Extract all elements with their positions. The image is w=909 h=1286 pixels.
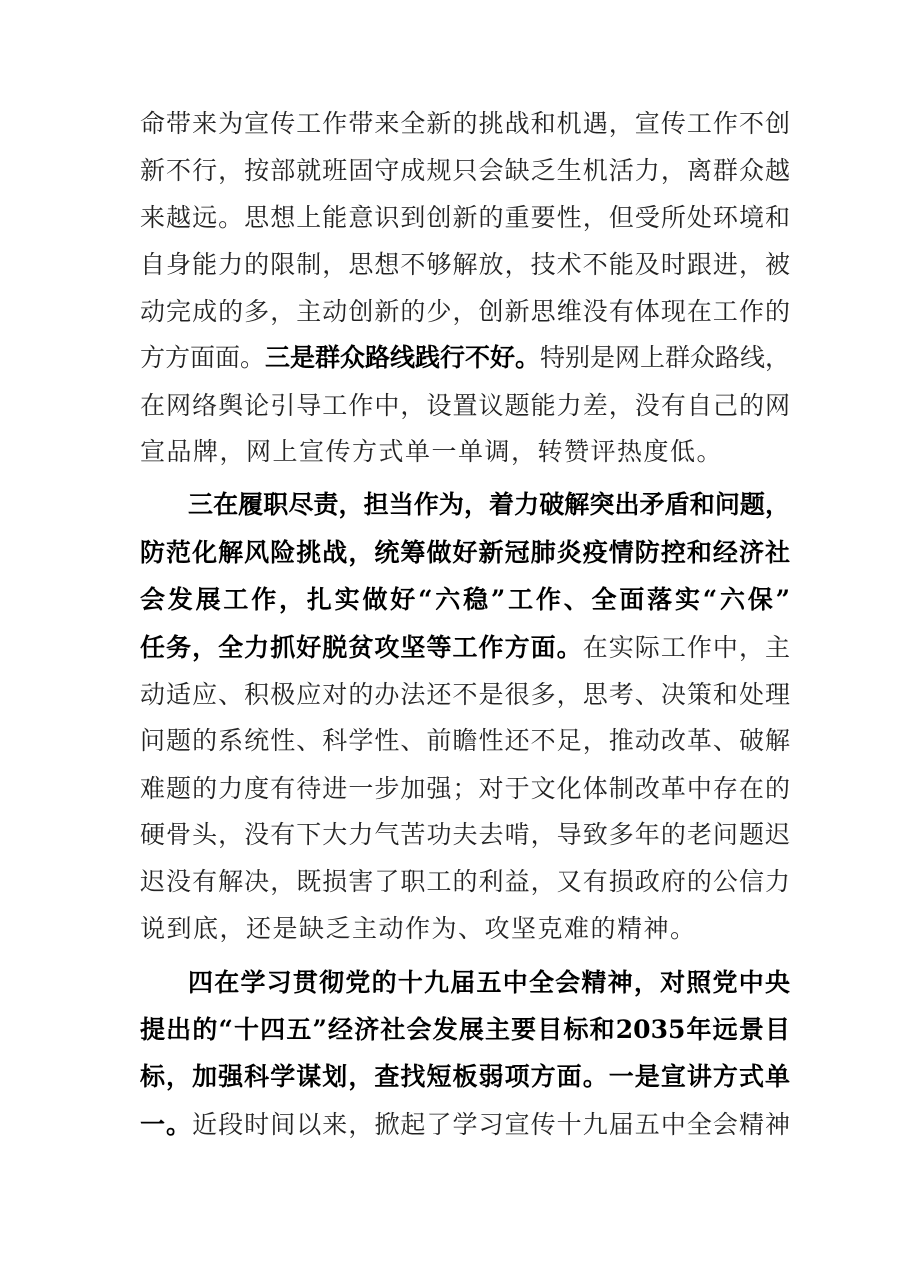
- text-line: [0, 624, 909, 672]
- text-line: [0, 811, 909, 859]
- text-line: [0, 765, 909, 813]
- text-segment: 说到底，还是缺乏主动作为、攻坚克难的精神。: [140, 914, 697, 943]
- text-line-content: [140, 905, 697, 953]
- text-line-content: [140, 1006, 790, 1054]
- bold-text-segment: 四在学习贯彻党的十九届五中全会精神，对照党中央: [188, 968, 790, 997]
- text-line: [0, 428, 909, 476]
- bold-text-segment: 标，加强科学谋划，查找短板弱项方面。一是宣讲方式单: [140, 1062, 790, 1091]
- text-segment: 宣品牌，网上宣传方式单一单调，转赞评热度低。: [140, 437, 724, 466]
- text-line: [0, 1101, 909, 1149]
- text-line-content: [140, 858, 790, 906]
- text-line: [0, 529, 909, 577]
- bold-text-segment: 会发展工作，扎实做好“六稳”工作、全面落实“六保”: [140, 585, 790, 614]
- text-line: [0, 194, 909, 242]
- text-line: [0, 382, 909, 430]
- text-line: [0, 905, 909, 953]
- text-line: [0, 288, 909, 336]
- text-line: [0, 100, 909, 148]
- text-line: [0, 959, 909, 1007]
- text-line-content: [140, 811, 790, 859]
- text-segment: 在实际工作中，主: [582, 633, 790, 662]
- text-segment: 来越远。思想上能意识到创新的重要性，但受所处环境和: [140, 203, 790, 232]
- text-segment: 自身能力的限制，思想不够解放，技术不能及时跟进，被: [140, 250, 790, 279]
- text-segment: 难题的力度有待进一步加强；对于文化体制改革中存在的: [140, 774, 790, 803]
- text-line-content: [140, 1101, 790, 1149]
- text-line-content: [140, 288, 790, 336]
- text-segment: 问题的系统性、科学性、前瞻性还不足，推动改革、破解: [140, 726, 790, 755]
- text-line-content: [140, 717, 790, 765]
- text-line: [0, 576, 909, 624]
- text-line: [0, 858, 909, 906]
- text-line: [0, 717, 909, 765]
- text-line: [0, 481, 909, 529]
- bold-text-segment: 三是群众路线践行不好。: [265, 343, 541, 372]
- text-line-content: [188, 959, 790, 1007]
- text-line: [0, 241, 909, 289]
- text-line: [0, 147, 909, 195]
- text-segment: 在网络舆论引导工作中，设置议题能力差，没有自己的网: [140, 391, 790, 420]
- text-segment: 方方面面。: [140, 343, 266, 372]
- text-line: [0, 334, 909, 382]
- text-line-content: [188, 481, 790, 529]
- text-line-content: [140, 147, 790, 195]
- bold-text-segment: 一。: [140, 1110, 193, 1139]
- text-line-content: [140, 1053, 790, 1101]
- text-line-content: [140, 624, 790, 672]
- text-line-content: [140, 100, 790, 148]
- text-line-content: [140, 576, 790, 624]
- text-segment: 新不行，按部就班固守成规只会缺乏生机活力，离群众越: [140, 156, 790, 185]
- text-segment: 硬骨头，没有下大力气苦功夫去啃，导致多年的老问题迟: [140, 820, 790, 849]
- text-line-content: [140, 529, 790, 577]
- text-line-content: [140, 765, 790, 813]
- text-segment: 特别是网上群众路线，: [540, 343, 791, 372]
- text-line: [0, 671, 909, 719]
- text-segment: 近段时间以来，掀起了学习宣传十九届五中全会精神: [192, 1110, 790, 1139]
- text-line-content: [140, 334, 790, 382]
- text-line-content: [140, 428, 723, 476]
- bold-text-segment: 防范化解风险挑战，统筹做好新冠肺炎疫情防控和经济社: [140, 538, 790, 567]
- text-line-content: [140, 194, 790, 242]
- text-segment: 动完成的多，主动创新的少，创新思维没有体现在工作的: [140, 297, 790, 326]
- text-segment: 动适应、积极应对的办法还不是很多，思考、决策和处理: [140, 680, 790, 709]
- text-line-content: [140, 671, 790, 719]
- text-segment: 迟没有解决，既损害了职工的利益，又有损政府的公信力: [140, 867, 790, 896]
- bold-text-segment: 任务，全力抓好脱贫攻坚等工作方面。: [140, 633, 583, 662]
- text-line: [0, 1006, 909, 1054]
- text-line-content: [140, 241, 790, 289]
- text-segment: 命带来为宣传工作带来全新的挑战和机遇，宣传工作不创: [140, 109, 790, 138]
- text-line-content: [140, 382, 790, 430]
- bold-text-segment: 提出的“十四五”经济社会发展主要目标和2035年远景目: [140, 1015, 790, 1044]
- bold-text-segment: 三在履职尽责，担当作为，着力破解突出矛盾和问题，: [188, 490, 790, 519]
- text-line: [0, 1053, 909, 1101]
